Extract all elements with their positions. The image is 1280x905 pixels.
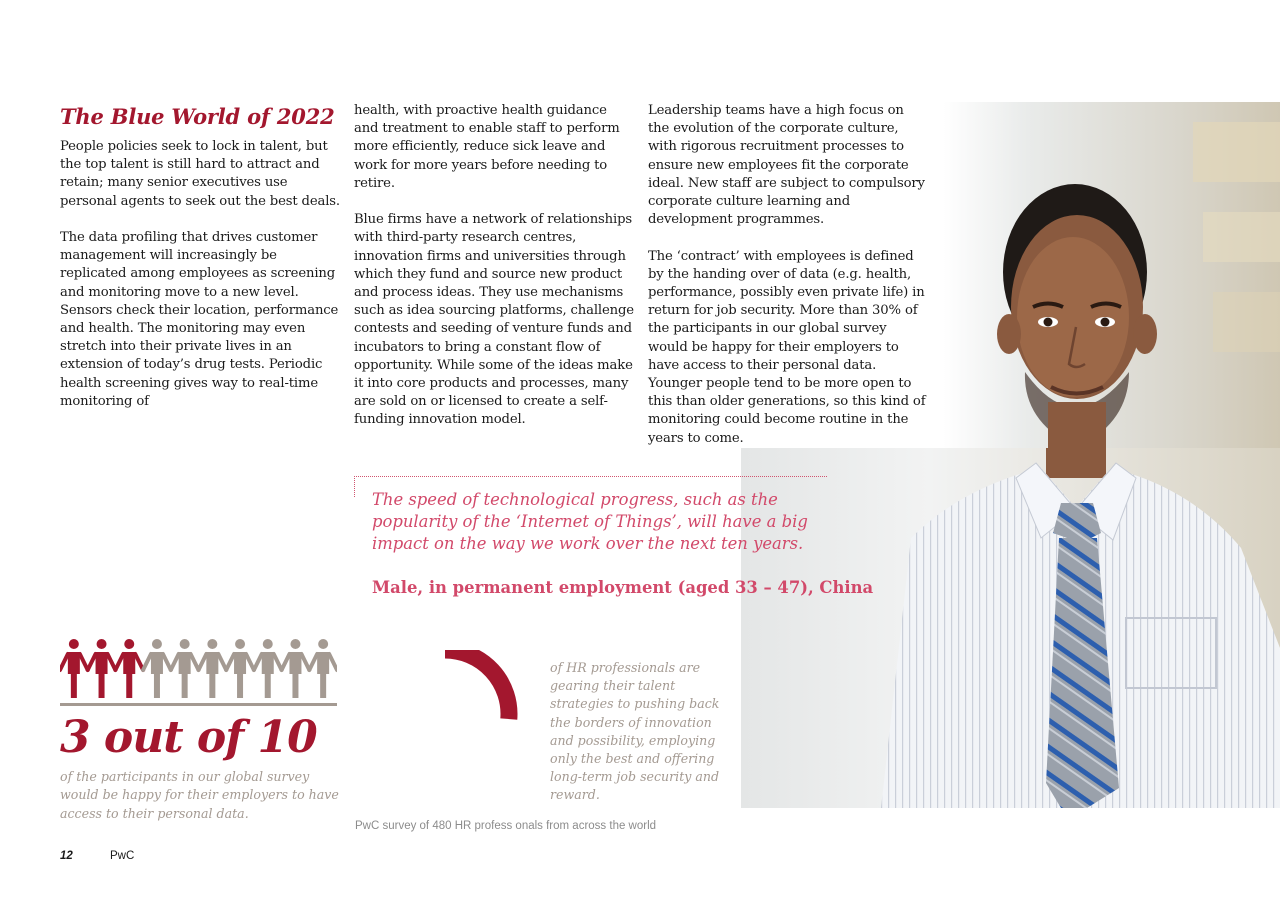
- person-icon: [171, 639, 199, 698]
- hr-stat-caption: of HR professionals are gearing their talent strategies to pushing back the borders of innovation and possibility, employing only the best and offering long-term job security and reward.: [550, 660, 720, 803]
- person-icon: [282, 639, 310, 698]
- page-number: 12: [60, 850, 73, 862]
- paragraph: health, with proactive health guidance and treatment to enable staff to perform more efficiently, reduce sick leave and work for more years before needing to retire.: [354, 103, 620, 191]
- stat-caption: of the participants in our global survey would be happy for their employers to have access to their personal data.: [60, 769, 339, 821]
- text-column-1: [60, 138, 342, 411]
- stat-headline: 3 out of 10: [60, 712, 317, 763]
- hr-stat-arc: [360, 650, 550, 790]
- person-icon-highlighted: [88, 639, 116, 698]
- paragraph: People policies seek to lock in talent, but the top talent is still hard to attract and retain; many senior executives use personal agents to seek out the best deals.: [60, 139, 340, 209]
- person-icon: [143, 639, 171, 698]
- person-icon-highlighted: [115, 639, 143, 698]
- article-title: The Blue World of 2022: [60, 104, 335, 129]
- brand-name: PwC: [110, 850, 135, 862]
- person-icon: [254, 639, 282, 698]
- arc-segment: [445, 650, 509, 719]
- paragraph: The ‘contract’ with employees is defined by the handing over of data (e.g. health, performance, possibly even private life) in return for job security. More than 30% of the participants in our global survey would be happy for their employers to have access to their personal data. Younger people tend to be more open to this than older generations, so this kind of monitoring could become routine in the years to come.: [648, 248, 926, 446]
- quote-attribution: Male, in permanent employment (aged 33 – 47), China: [372, 578, 874, 597]
- text-column-3: [648, 102, 926, 448]
- person-icon: [309, 639, 337, 698]
- paragraph: Leadership teams have a high focus on the evolution of the corporate culture, with rigorous recruitment processes to ensure new employees fit the corporate ideal. New staff are subject to compulsory corporate culture learning and development programmes.: [648, 103, 925, 228]
- people-infographic: [60, 638, 337, 708]
- person-icon-highlighted: [60, 639, 88, 698]
- employee-photo-upper: [943, 102, 1280, 448]
- person-icon: [226, 639, 254, 698]
- person-icon: [199, 639, 227, 698]
- baseline-rule: [60, 703, 337, 706]
- pull-quote: The speed of technological progress, such as the popularity of the ‘Internet of Things’, will have a big impact on the way we work over the next ten years.: [372, 490, 808, 553]
- paragraph: The data profiling that drives customer management will increasingly be replicated among employees as screening and monitoring move to a new level. Sensors check their location, performance and health. The monitoring may even stretch into their private lives in an extension of today’s drug tests. Periodic health screening gives way to real-time monitoring of: [60, 230, 339, 409]
- survey-source: PwC survey of 480 HR profess onals from across the world: [355, 820, 657, 832]
- text-column-2: [354, 102, 634, 430]
- paragraph: Blue firms have a network of relationships with third-party research centres, innovation firms and universities through which they fund and source new product and process ideas. They use mechanisms such as idea sourcing platforms, challenge contests and seeding of venture funds and incubators to bring a constant flow of opportunity. While some of the ideas make it into core products and processes, many are sold on or licensed to create a self-funding innovation model.: [354, 212, 634, 428]
